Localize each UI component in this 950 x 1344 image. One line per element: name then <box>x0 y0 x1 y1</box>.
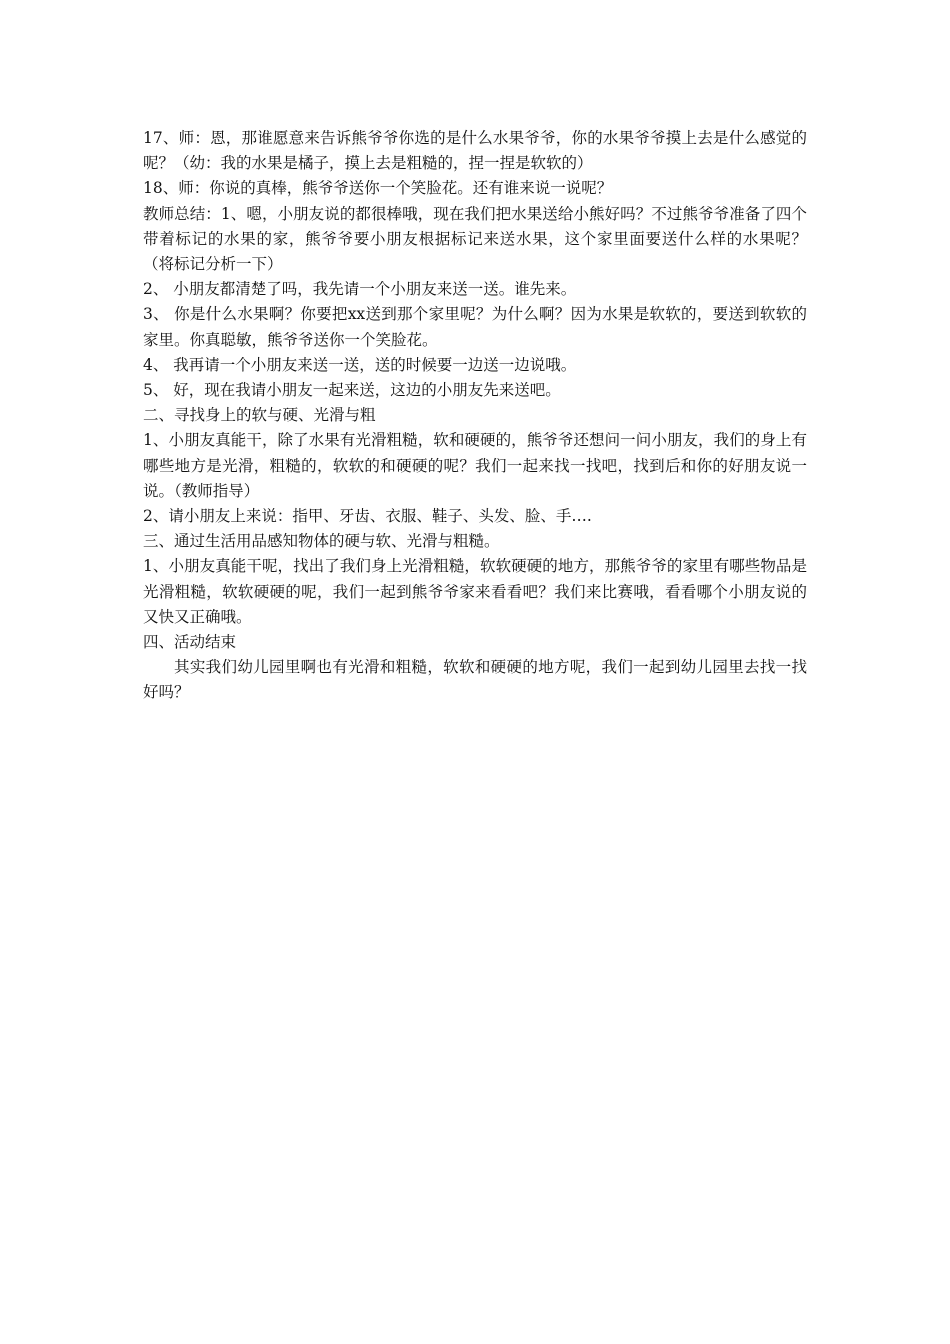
paragraph-section2-item-2: 2、请小朋友上来说：指甲、牙齿、衣服、鞋子、头发、脸、手…. <box>143 507 592 526</box>
section-heading-4: 四、活动结束 <box>143 633 237 652</box>
paragraph-step-3: 3、 你是什么水果啊？你要把xx送到那个家里呢？为什么啊？因为水果是软软的，要送到软软的家里。你真聪敏，熊爷爷送你一个笑脸花。 <box>143 305 807 349</box>
paragraph-teacher-summary: 教师总结：1、嗯，小朋友说的都很棒哦，现在我们把水果送给小熊好吗？不过熊爷爷准备了四个带着标记的水果的家，熊爷爷要小朋友根据标记来送水果，这个家里面要送什么样的水果呢？（将标记分析一下） <box>143 204 807 274</box>
paragraph-closing: 其实我们幼儿园里啊也有光滑和粗糙，软软和硬硬的地方呢，我们一起到幼儿园里去找一找好吗？ <box>143 658 807 702</box>
section-heading-2: 二、寻找身上的软与硬、光滑与粗 <box>143 406 376 425</box>
section-heading-3: 三、通过生活用品感知物体的硬与软、光滑与粗糙。 <box>143 532 500 551</box>
paragraph-section3-item-1: 1、小朋友真能干呢，找出了我们身上光滑粗糙，软软硬硬的地方，那熊爷爷的家里有哪些物品是光滑粗糙，软软硬硬的呢，我们一起到熊爷爷家来看看吧？我们来比赛哦，看看哪个小朋友说的又快又正确哦。 <box>143 557 807 626</box>
paragraph-step-4: 4、 我再请一个小朋友来送一送，送的时候要一边送一边说哦。 <box>143 355 577 374</box>
paragraph-section2-item-1: 1、小朋友真能干，除了水果有光滑粗糙，软和硬硬的，熊爷爷还想问一问小朋友，我们的身上有哪些地方是光滑，粗糙的，软软的和硬硬的呢？我们一起来找一找吧，找到后和你的好朋友说一说。（教师指导） <box>143 431 807 500</box>
paragraph-step-2: 2、 小朋友都清楚了吗，我先请一个小朋友来送一送。谁先来。 <box>143 280 577 299</box>
paragraph-step-5: 5、 好，现在我请小朋友一起来送，这边的小朋友先来送吧。 <box>143 381 561 400</box>
paragraph-18: 18、师：你说的真棒，熊爷爷送你一个笑脸花。还有谁来说一说呢？ <box>143 179 613 198</box>
document-body <box>143 126 807 706</box>
paragraph-17: 17、师：恩，那谁愿意来告诉熊爷爷你选的是什么水果爷爷，你的水果爷爷摸上去是什么感觉的呢？（幼：我的水果是橘子，摸上去是粗糙的，捏一捏是软软的） <box>143 129 807 173</box>
